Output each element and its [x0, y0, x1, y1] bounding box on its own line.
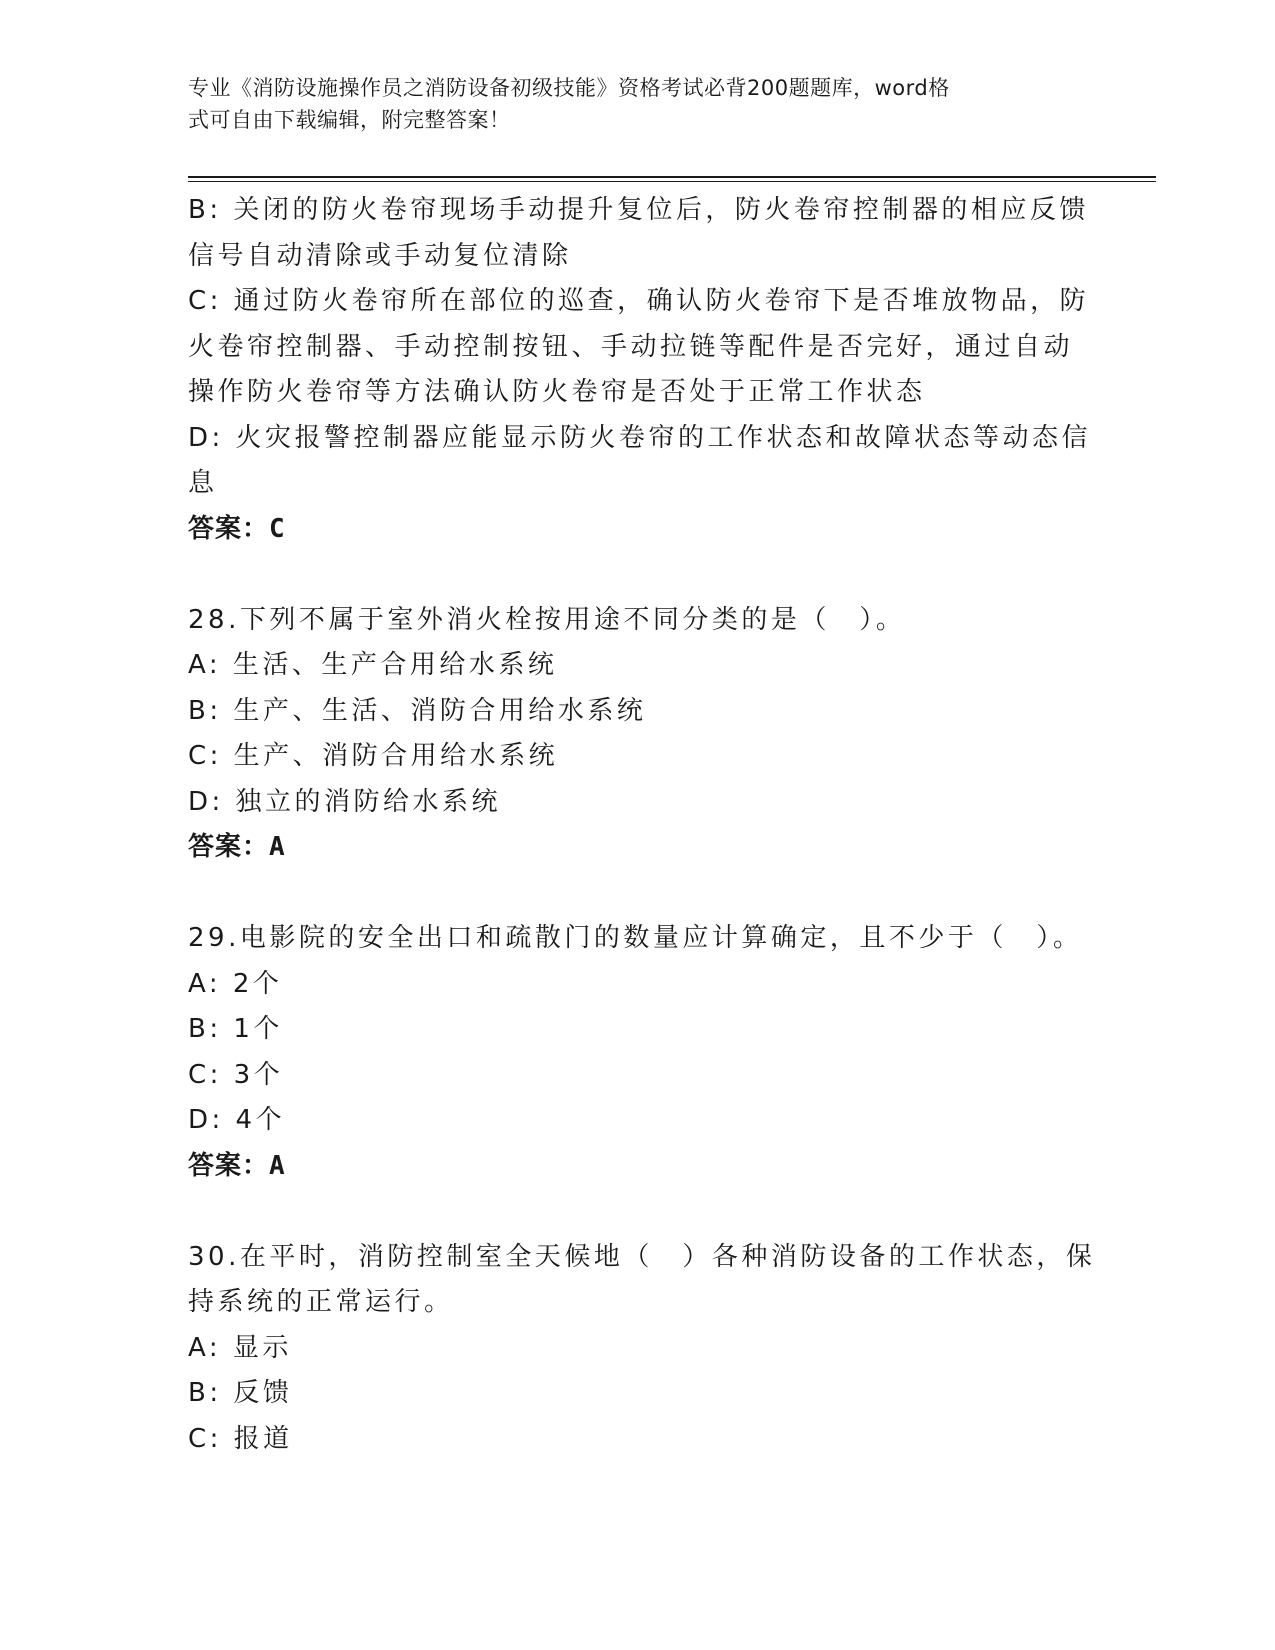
question-28	[188, 598, 1088, 871]
spacer	[188, 1189, 1088, 1235]
option-c: C: 3个	[188, 1059, 284, 1090]
question-text-line-2: 持系统的正常运行。	[188, 1287, 454, 1317]
header-line-2: 式可自由下载编辑，附完整答案！	[188, 108, 511, 132]
question-content	[188, 188, 1096, 1462]
option-d-line-1: D: 火灾报警控制器应能显示防火卷帘的工作状态和故障状态等动态信	[188, 422, 1092, 453]
header-line-1: 专业《消防设施操作员之消防设备初级技能》资格考试必背200题题库，word格	[188, 76, 950, 100]
header-divider-thick	[188, 176, 1156, 178]
question-text: 28.下列不属于室外消火栓按用途不同分类的是（ ）。	[188, 604, 906, 635]
option-b: B: 反馈	[188, 1378, 293, 1408]
option-d: D: 4个	[188, 1105, 286, 1135]
option-c-line-2: 火卷帘控制器、手动控制按钮、手动拉链等配件是否完好，通过自动	[188, 331, 1074, 362]
header-divider-thin	[188, 181, 1156, 182]
answer-line: 答案：A	[188, 832, 286, 862]
option-b-line-1: B: 关闭的防火卷帘现场手动提升复位后，防火卷帘控制器的相应反馈	[188, 195, 1089, 225]
answer-line: 答案：C	[188, 513, 286, 544]
option-c-line-3: 操作防火卷帘等方法确认防火卷帘是否处于正常工作状态	[188, 377, 926, 407]
spacer	[188, 871, 1088, 917]
spacer	[188, 552, 1088, 598]
question-27-continued	[188, 188, 1092, 552]
question-text: 29.电影院的安全出口和疏散门的数量应计算确定，且不少于（ ）。	[188, 923, 1083, 953]
answer-line: 答案：A	[188, 1150, 286, 1181]
question-29	[188, 916, 1088, 1189]
option-a: A: 显示	[188, 1332, 292, 1363]
option-a: A: 生活、生产合用给水系统	[188, 650, 558, 680]
option-c-line-1: C: 通过防火卷帘所在部位的巡查，确认防火卷帘下是否堆放物品，防	[188, 286, 1090, 316]
option-c: C: 生产、消防合用给水系统	[188, 741, 559, 771]
document-header	[188, 72, 1068, 136]
question-30	[188, 1235, 1096, 1463]
option-c: C: 报道	[188, 1423, 293, 1454]
option-b: B: 生产、生活、消防合用给水系统	[188, 695, 647, 726]
option-b-line-2: 信号自动清除或手动复位清除	[188, 240, 572, 271]
option-a: A: 2个	[188, 968, 283, 999]
option-b: B: 1个	[188, 1014, 283, 1044]
option-d-line-2: 息	[188, 468, 218, 498]
option-d: D: 独立的消防给水系统	[188, 786, 502, 817]
question-text-line-1: 30.在平时，消防控制室全天候地（ ）各种消防设备的工作状态，保	[188, 1241, 1096, 1272]
